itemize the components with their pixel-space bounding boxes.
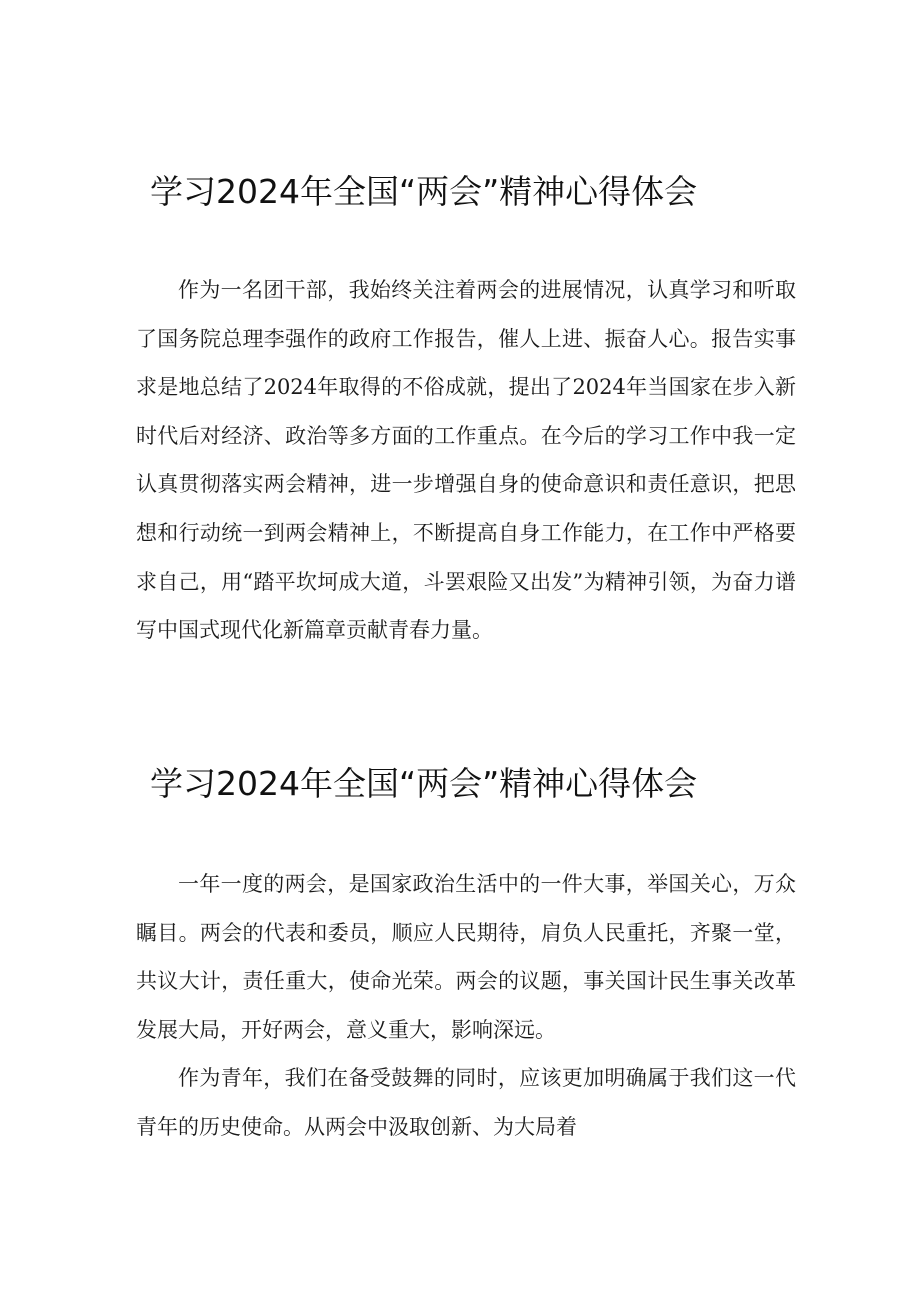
body-paragraph: 一年一度的两会，是国家政治生活中的一件大事，举国关心，万众瞩目。两会的代表和委员，顺应人民期待，肩负人民重托，齐聚一堂，共议大计，责任重大，使命光荣。两会的议题，事关国计民生事关改革发展大局，开好两会，意义重大，影响深远。 bbox=[136, 872, 796, 1042]
body-paragraph: 作为一名团干部，我始终关注着两会的进展情况，认真学习和听取了国务院总理李强作的政府工作报告，催人上进、振奋人心。报告实事求是地总结了2024年取得的不俗成就，提出了2024年当国家在步入新时代后对经济、政治等多方面的工作重点。在今后的学习工作中我一定认真贯彻落实两会精神，进一步增强自身的使命意识和责任意识，把思想和行动统一到两会精神上，不断提高自身工作能力，在工作中严格要求自己，用“踏平坎坷成大道，斗罢艰险又出发”为精神引领，为奋力谱写中国式现代化新篇章贡献青春力量。 bbox=[136, 278, 796, 643]
section-body bbox=[136, 860, 796, 1152]
body-paragraph: 作为青年，我们在备受鼓舞的同时，应该更加明确属于我们这一代青年的历史使命。从两会中汲取创新、为大局着 bbox=[136, 1066, 796, 1139]
section-title: 学习2024年全国“两会”精神心得体会 bbox=[150, 172, 698, 211]
section-body bbox=[136, 266, 796, 655]
section-title: 学习2024年全国“两会”精神心得体会 bbox=[150, 764, 698, 803]
